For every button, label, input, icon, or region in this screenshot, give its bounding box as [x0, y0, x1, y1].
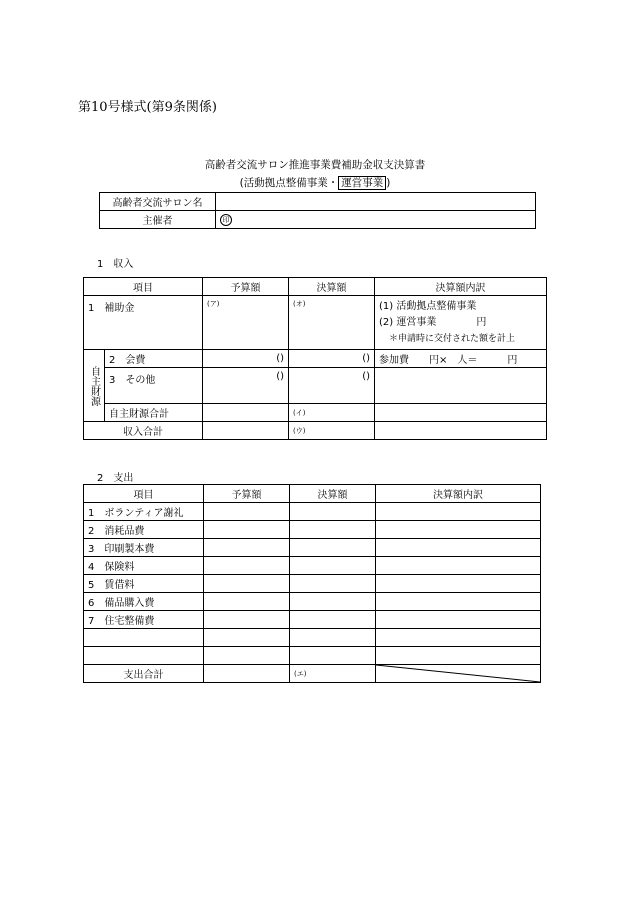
expense-budget-cell[interactable]	[204, 575, 290, 593]
income-heading: 1 収入	[97, 259, 134, 270]
expense-row	[84, 521, 541, 539]
expense-actual-cell[interactable]	[290, 593, 376, 611]
fees-budget[interactable]: ()	[203, 350, 289, 368]
fees-detail[interactable]: 参加費 円× 人＝ 円	[375, 350, 547, 368]
income-table	[83, 277, 547, 440]
own-total-actual[interactable]: (イ)	[289, 404, 375, 422]
income-total-budget[interactable]	[203, 422, 289, 440]
expense-row	[84, 575, 541, 593]
expense-actual-cell[interactable]	[290, 503, 376, 521]
expense-header-actual: 決算額	[290, 485, 376, 503]
expense-budget-cell[interactable]	[204, 557, 290, 575]
expense-heading: 2 支出	[97, 473, 134, 484]
other-budget[interactable]: ()	[203, 368, 289, 404]
diagonal-strike-line	[376, 665, 540, 682]
expense-budget-cell[interactable]	[204, 647, 290, 665]
subtitle-selected-option: 運営事業	[338, 176, 386, 190]
expense-actual-cell[interactable]	[290, 611, 376, 629]
seal-mark: 印	[220, 214, 232, 226]
expense-budget-cell[interactable]	[204, 539, 290, 557]
host-field[interactable]	[216, 211, 536, 229]
subsidy-detail-note: ＊申請時に交付された額を計上	[389, 334, 516, 344]
expense-total-label: 支出合計	[84, 665, 204, 683]
expense-actual-cell[interactable]	[290, 557, 376, 575]
expense-actual-cell[interactable]	[290, 521, 376, 539]
expense-detail-cell[interactable]	[376, 503, 541, 521]
expense-header-item: 項目	[84, 485, 204, 503]
expense-total-actual[interactable]: (エ)	[290, 665, 376, 683]
own-total-label: 自主財源合計	[105, 404, 203, 422]
expense-row	[84, 647, 541, 665]
subsidy-budget[interactable]: (ア)	[203, 296, 289, 350]
expense-item-label: 6 備品購入費	[84, 593, 204, 611]
expense-table	[83, 484, 541, 683]
expense-budget-cell[interactable]	[204, 593, 290, 611]
expense-actual-cell[interactable]	[290, 539, 376, 557]
form-number: 第10号様式(第9条関係)	[78, 100, 217, 115]
expense-item-label: 4 保険料	[84, 557, 204, 575]
subtitle-part1: 活動拠点整備事業・	[243, 177, 339, 189]
subsidy-detail-line2: (2) 運営事業 円	[379, 317, 487, 328]
document-title: 高齢者交流サロン推進事業費補助金収支決算書	[204, 159, 426, 171]
expense-total-budget[interactable]	[204, 665, 290, 683]
expense-row	[84, 503, 541, 521]
expense-actual-cell[interactable]	[290, 647, 376, 665]
subsidy-detail[interactable]	[375, 296, 547, 350]
document-subtitle	[0, 175, 630, 190]
expense-detail-cell[interactable]	[376, 593, 541, 611]
other-actual[interactable]: ()	[289, 368, 375, 404]
salon-name-label: 高齢者交流サロン名	[100, 193, 216, 211]
other-detail[interactable]	[375, 368, 547, 404]
expense-item-label: 3 印刷製本費	[84, 539, 204, 557]
expense-actual-cell[interactable]	[290, 629, 376, 647]
income-total-detail[interactable]	[375, 422, 547, 440]
income-header-actual: 決算額	[289, 278, 375, 296]
expense-detail-cell[interactable]	[376, 647, 541, 665]
expense-item-label: 2 消耗品費	[84, 521, 204, 539]
own-funds-label: 自主財源	[84, 350, 105, 422]
subsidy-actual[interactable]: (オ)	[289, 296, 375, 350]
expense-detail-cell[interactable]	[376, 611, 541, 629]
income-total-label: 収入合計	[84, 422, 203, 440]
expense-row	[84, 557, 541, 575]
expense-row	[84, 593, 541, 611]
expense-detail-cell[interactable]	[376, 575, 541, 593]
expense-row	[84, 539, 541, 557]
own-total-detail[interactable]	[375, 404, 547, 422]
expense-detail-cell[interactable]	[376, 557, 541, 575]
expense-detail-cell[interactable]	[376, 629, 541, 647]
expense-budget-cell[interactable]	[204, 503, 290, 521]
expense-header-budget: 予算額	[204, 485, 290, 503]
fees-actual[interactable]: ()	[289, 350, 375, 368]
expense-item-label: 7 住宅整備費	[84, 611, 204, 629]
expense-item-label[interactable]	[84, 629, 204, 647]
income-header-item: 項目	[84, 278, 203, 296]
income-total-actual[interactable]: (ウ)	[289, 422, 375, 440]
expense-total-detail-struck	[376, 665, 541, 683]
expense-detail-cell[interactable]	[376, 539, 541, 557]
expense-item-label[interactable]	[84, 647, 204, 665]
host-label: 主催者	[100, 211, 216, 229]
salon-name-field[interactable]	[216, 193, 536, 211]
subsidy-label: 1 補助金	[84, 296, 203, 350]
expense-item-label: 5 賃借料	[84, 575, 204, 593]
subsidy-detail-line1: (1) 活動拠点整備事業	[379, 301, 477, 312]
expense-item-label: 1 ボランティア謝礼	[84, 503, 204, 521]
fees-label: 2 会費	[105, 350, 203, 368]
subtitle-close: )	[386, 177, 391, 189]
expense-row	[84, 611, 541, 629]
expense-row	[84, 629, 541, 647]
income-header-budget: 予算額	[203, 278, 289, 296]
salon-info-table	[99, 192, 536, 229]
own-total-budget[interactable]	[203, 404, 289, 422]
income-header-detail: 決算額内訳	[375, 278, 547, 296]
subtitle-open: (	[239, 177, 244, 189]
expense-detail-cell[interactable]	[376, 521, 541, 539]
expense-budget-cell[interactable]	[204, 611, 290, 629]
expense-header-detail: 決算額内訳	[376, 485, 541, 503]
expense-budget-cell[interactable]	[204, 629, 290, 647]
other-label: 3 その他	[105, 368, 203, 404]
expense-budget-cell[interactable]	[204, 521, 290, 539]
expense-actual-cell[interactable]	[290, 575, 376, 593]
